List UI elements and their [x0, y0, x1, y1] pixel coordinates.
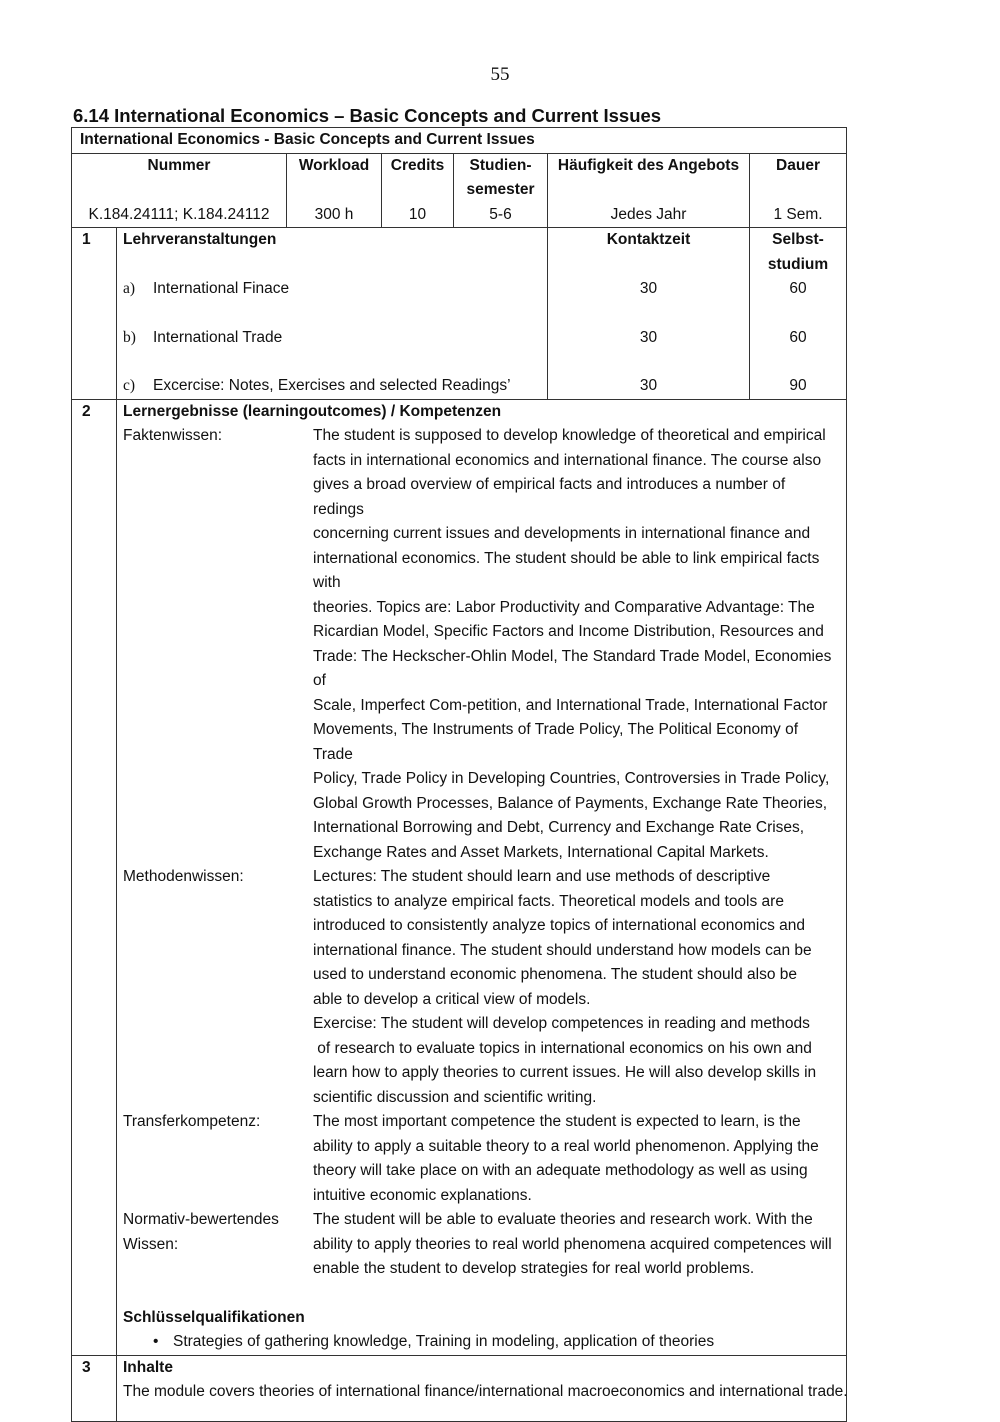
text-line: International Borrowing and Debt, Currency and Exchange Rate Crises, — [313, 819, 805, 836]
course-name: International Finace — [153, 280, 290, 297]
normativ-block — [123, 1208, 840, 1282]
text-line: The most important competence the student is expected to learn, is the — [313, 1113, 801, 1130]
section3-number: 3 — [72, 1355, 117, 1421]
header-haeufigkeit: Häufigkeit des Angebots — [548, 153, 750, 203]
text-line: gives a broad overview of empirical facts and introduces a number of redings — [313, 476, 786, 518]
course-b-kontakt: 30 — [548, 326, 750, 375]
transfer-label: Transferkompetenz: — [123, 1113, 261, 1130]
module-table — [71, 127, 847, 1422]
value-nummer: K.184.24111; K.184.24112 — [72, 203, 287, 228]
transfer-text — [313, 1110, 840, 1208]
header-nummer: Nummer — [72, 153, 287, 203]
text-line: learn how to apply theories to current issues. He will also develop skills in — [313, 1064, 817, 1081]
course-letter: b) — [123, 328, 136, 346]
normativ-label — [123, 1208, 313, 1282]
text-line: concerning current issues and developments in international finance and — [313, 525, 811, 542]
text-line: scientific discussion and scientific writing. — [313, 1088, 597, 1106]
transfer-block — [123, 1110, 840, 1208]
course-letter: c) — [123, 377, 136, 394]
text-line: ability to apply theories to real world phenomena acquired competences will — [313, 1235, 832, 1253]
selbststudium-header — [750, 228, 847, 278]
schluessel-item-text: Strategies of gathering knowledge, Training in modeling, application of theories — [173, 1333, 715, 1350]
text-line: statistics to analyze empirical facts. Theoretical models and tools are — [313, 892, 784, 910]
methoden-block — [123, 865, 840, 1110]
text-line: intuitive economic explanations. — [313, 1186, 532, 1204]
header-credits: Credits — [382, 153, 454, 203]
page-number: 55 — [490, 64, 510, 85]
value-credits: 10 — [382, 203, 454, 228]
text-line: facts in international economics and international finance. The course also — [313, 451, 822, 469]
normativ-text — [313, 1208, 840, 1282]
schluessel-title: Schlüsselqualifikationen — [123, 1308, 305, 1326]
text-line: Lectures: The student should learn and use methods of descriptive — [313, 868, 771, 885]
text-line: The student will be able to evaluate theories and research work. With the — [313, 1211, 813, 1228]
course-name: Excercise: Notes, Exercises and selected Readings’ — [153, 377, 511, 394]
section1-number: 1 — [72, 228, 117, 400]
kontaktzeit-header: Kontaktzeit — [548, 228, 750, 278]
text-line: international economics. The student should be able to link empirical facts with — [313, 549, 820, 591]
table-title: International Economics - Basic Concepts and Current Issues — [72, 128, 847, 154]
value-studiensemester: 5-6 — [454, 203, 548, 228]
course-b — [117, 326, 548, 375]
value-dauer: 1 Sem. — [750, 203, 847, 228]
value-workload: 300 h — [287, 203, 382, 228]
methoden-text — [313, 865, 840, 1110]
header-studiensemester-line1: Studien- — [469, 156, 532, 174]
section2-number: 2 — [72, 399, 117, 1355]
section3-content — [117, 1355, 847, 1421]
selbststudium-line1: Selbst- — [772, 231, 824, 248]
normativ-label-line1: Normativ-bewertendes — [123, 1211, 279, 1228]
header-studiensemester-line2: semester — [466, 181, 535, 198]
fakten-label: Faktenwissen: — [123, 427, 223, 444]
text-line: Exercise: The student will develop competences in reading and methods — [313, 1015, 810, 1032]
course-a — [117, 277, 548, 326]
text-line: Scale, Imperfect Com-petition, and International Trade, International Factor — [313, 696, 828, 714]
text-line: theory will take place on with an adequate methodology as well as using — [313, 1162, 808, 1179]
bullet-icon: • — [153, 1333, 159, 1350]
text-line: Trade: The Heckscher-Ohlin Model, The Standard Trade Model, Economies of — [313, 647, 832, 689]
header-dauer: Dauer — [750, 153, 847, 203]
section-heading: 6.14 International Economics – Basic Concepts and Current Issues — [73, 105, 662, 126]
fakten-text — [313, 424, 840, 865]
schluessel-item — [123, 1330, 840, 1355]
course-c-kontakt: 30 — [548, 374, 750, 399]
methoden-label: Methodenwissen: — [123, 868, 244, 885]
text-line: international finance. The student should understand how models can be — [313, 941, 812, 959]
header-workload: Workload — [287, 153, 382, 203]
section3-text: The module covers theories of international finance/international macroeconomics and international trade. — [123, 1383, 848, 1400]
selbststudium-line2: studium — [767, 255, 829, 273]
course-letter: a) — [123, 280, 136, 297]
course-name: International Trade — [153, 328, 283, 346]
text-line: introduced to consistently analyze topics of international economics and — [313, 917, 805, 934]
text-line: used to understand economic phenomena. The student should also be — [313, 966, 797, 983]
fakten-block — [123, 424, 840, 865]
value-haeufigkeit: Jedes Jahr — [548, 203, 750, 228]
text-line: Global Growth Processes, Balance of Payments, Exchange Rate Theories, — [313, 794, 828, 812]
text-line: ability to apply a suitable theory to a real world phenomenon. Applying the — [313, 1137, 819, 1155]
course-c — [117, 374, 548, 399]
text-line: able to develop a critical view of models. — [313, 990, 591, 1008]
course-c-selbst: 90 — [750, 374, 847, 399]
text-line: Exchange Rates and Asset Markets, International Capital Markets. — [313, 843, 769, 861]
section1-title: Lehrveranstaltungen — [117, 228, 548, 278]
text-line: The student is supposed to develop knowledge of theoretical and empirical — [313, 427, 826, 444]
text-line: Policy, Trade Policy in Developing Countries, Controversies in Trade Policy, — [313, 770, 830, 787]
text-line: of research to evaluate topics in international economics on his own and — [313, 1039, 812, 1057]
course-b-selbst: 60 — [750, 326, 847, 375]
header-studiensemester — [454, 153, 548, 203]
text-line: theories. Topics are: Labor Productivity and Comparative Advantage: The — [313, 598, 815, 616]
normativ-label-line2: Wissen: — [123, 1235, 179, 1253]
section2-content — [117, 399, 847, 1355]
course-a-selbst: 60 — [750, 277, 847, 326]
text-line: enable the student to develop strategies for real world problems. — [313, 1260, 755, 1277]
section2-title: Lernergebnisse (learningoutcomes) / Kompetenzen — [123, 402, 502, 420]
course-a-kontakt: 30 — [548, 277, 750, 326]
text-line: Ricardian Model, Specific Factors and Income Distribution, Resources and — [313, 623, 824, 640]
text-line: Movements, The Instruments of Trade Policy, The Political Economy of Trade — [313, 721, 799, 763]
section3-title: Inhalte — [123, 1358, 173, 1376]
